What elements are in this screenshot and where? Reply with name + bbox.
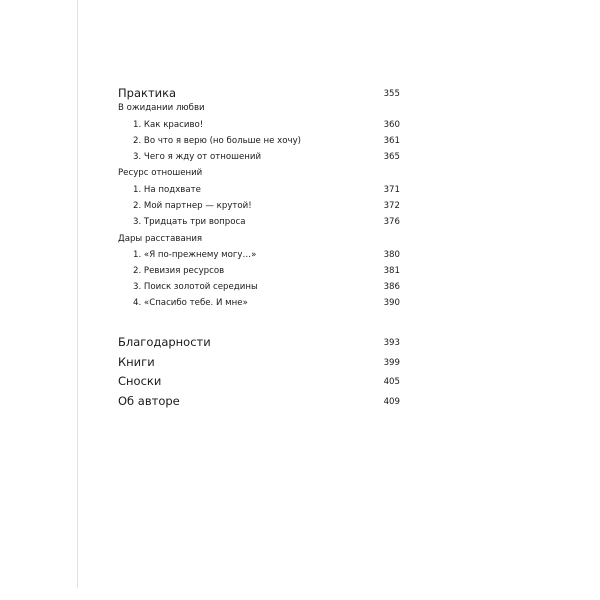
toc-entry-title: Практика [118,86,177,100]
toc-entry-page: 372 [383,201,400,211]
toc-entry-title: 3. Тридцать три вопроса [133,217,246,227]
toc-entry-title: 1. «Я по-прежнему могу…» [133,250,257,260]
toc-entry-page: 365 [383,152,400,162]
toc-entry-title: Об авторе [118,394,180,408]
toc-entry-title: 2. Во что я верю (но больше не хочу) [133,136,302,146]
toc-entry-page: 381 [383,266,400,276]
toc-entry-title: Книги [118,355,155,369]
toc-entry-page: 390 [383,298,400,308]
toc-entry-page: 376 [383,217,400,227]
toc-entry-page: 405 [383,377,400,387]
toc-entry-title: 2. Мой партнер — крутой! [133,201,252,211]
toc-entry-title: 3. Чего я жду от отношений [133,152,262,162]
toc-entry-title: 1. Как красиво! [133,120,204,130]
toc-entry-page: 386 [383,282,400,292]
toc-entry-title: Сноски [118,374,162,388]
toc-entry-page: 393 [383,338,400,348]
toc-entry-page: 380 [383,250,400,260]
toc-entry-page: 361 [383,136,400,146]
toc-entry-title: 4. «Спасибо тебе. И мне» [133,298,248,308]
toc-entry-title: Благодарности [118,335,211,349]
toc-entry-title: 3. Поиск золотой середины [133,282,258,292]
toc-entry-page: 399 [383,358,400,368]
toc-entry-title: 2. Ревизия ресурсов [133,266,225,276]
toc-entry-page: 355 [383,89,400,99]
toc-section-title: Дары расставания [118,234,203,244]
toc-entry-title: 1. На подхвате [133,185,201,195]
toc-section-title: В ожидании любви [118,103,205,113]
toc-entry-page: 409 [383,397,400,407]
toc-section-title: Ресурс отношений [118,168,203,178]
toc-entry-page: 371 [383,185,400,195]
toc-entry-page: 360 [383,120,400,130]
